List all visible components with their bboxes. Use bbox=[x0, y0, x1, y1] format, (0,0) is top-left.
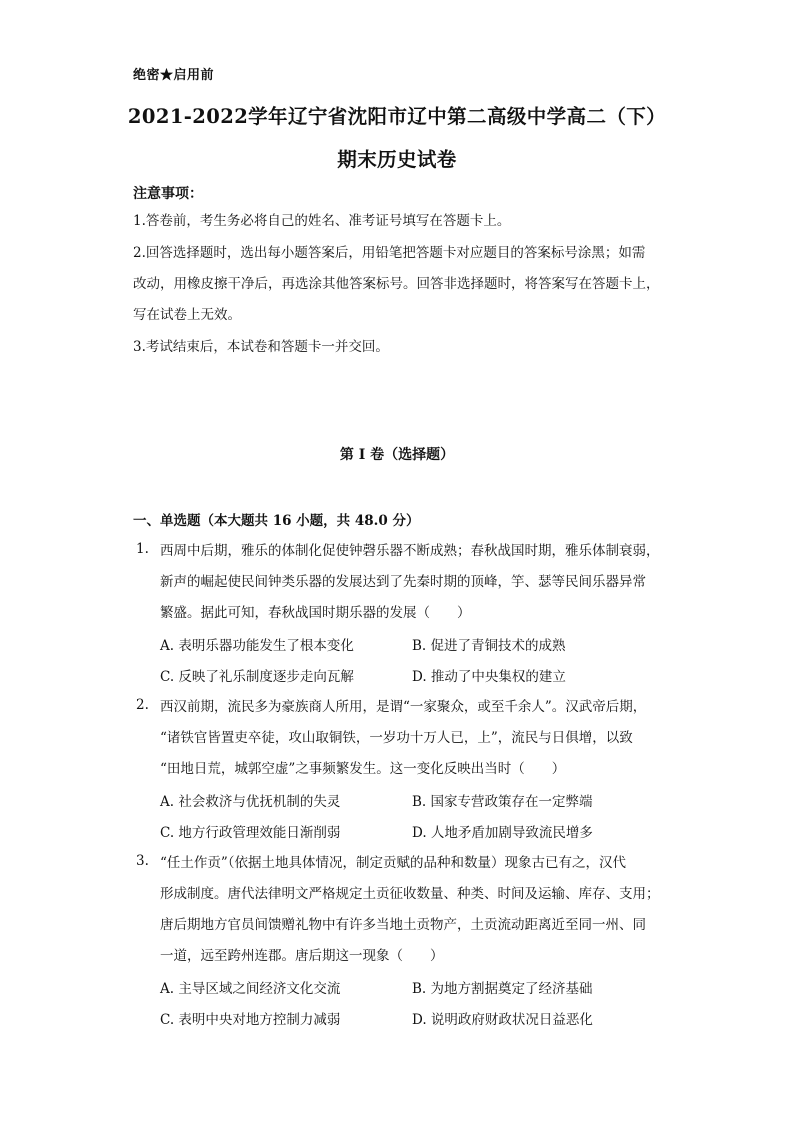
notes-line: 2.回答选择题时，选出每小题答案后，用铅笔把答题卡对应题目的答案标号涂黑；如需 bbox=[133, 245, 646, 261]
question-text-line: 西周中后期，雅乐的体制化促使钟磬乐器不断成熟；春秋战国时期，雅乐体制衰弱， bbox=[160, 543, 660, 559]
notes-heading: 注意事项： bbox=[133, 186, 203, 202]
notes-line: 3.考试结束后，本试卷和答题卡一并交回。 bbox=[133, 339, 389, 355]
question-text-line: 繁盛。据此可知，春秋战国时期乐器的发展（ ） bbox=[160, 605, 471, 621]
exam-title-line2: 期末历史试卷 bbox=[337, 148, 457, 171]
option-c[interactable]: C. 反映了礼乐制度逐步走向瓦解 bbox=[160, 669, 354, 685]
question-number: 1. bbox=[136, 541, 149, 557]
question-text-line: “田地日荒，城郭空虚”之事频繁发生。这一变化反映出当时（ ） bbox=[160, 761, 566, 777]
question-number: 2. bbox=[136, 697, 149, 713]
question-text-line: 新声的崛起使民间钟类乐器的发展达到了先秦时期的顶峰，竽、瑟等民间乐器异常 bbox=[160, 574, 646, 590]
section-title: 第 I 卷（选择题） bbox=[339, 447, 455, 463]
option-b[interactable]: B. 为地方割据奠定了经济基础 bbox=[412, 981, 593, 997]
question-text-line: “诸铁官皆置吏卒徒，攻山取铜铁，一岁功十万人已，上”，流民与日俱增，以致 bbox=[160, 730, 633, 746]
question-text-line: 西汉前期，流民多为豪族商人所用，是谓“一家聚众，或至千余人”。汉武帝后期， bbox=[160, 699, 647, 715]
question-text-line: 唐后期地方官员间馈赠礼物中有许多当地土贡物产，土贡流动距离近至同一州、同 bbox=[160, 917, 646, 933]
option-b[interactable]: B. 促进了青铜技术的成熟 bbox=[412, 638, 566, 654]
question-text-line: 形成制度。唐代法律明文严格规定土贡征收数量、种类、时间及运输、库存、支用； bbox=[160, 886, 660, 902]
part-title: 一、单选题（本大题共 16 小题，共 48.0 分） bbox=[133, 513, 420, 529]
option-a[interactable]: A. 主导区域之间经济文化交流 bbox=[160, 981, 341, 997]
option-c[interactable]: C. 表明中央对地方控制力减弱 bbox=[160, 1012, 341, 1028]
option-a[interactable]: A. 社会救济与优抚机制的失灵 bbox=[160, 794, 341, 810]
option-d[interactable]: D. 人地矛盾加剧导致流民增多 bbox=[412, 825, 593, 841]
option-b[interactable]: B. 国家专营政策存在一定弊端 bbox=[412, 794, 593, 810]
question-text-line: 一道，远至跨州连郡。唐后期这一现象（ ） bbox=[160, 948, 444, 964]
question-text-line: “任土作贡”（依据土地具体情况，制定贡赋的品种和数量）现象古已有之，汉代 bbox=[160, 855, 627, 871]
exam-title-line1: 2021-2022学年辽宁省沈阳市辽中第二高级中学高二（下） bbox=[127, 105, 667, 128]
option-d[interactable]: D. 推动了中央集权的建立 bbox=[412, 669, 566, 685]
question-number: 3. bbox=[136, 853, 149, 869]
notes-line: 写在试卷上无效。 bbox=[133, 307, 241, 323]
notes-line: 改动，用橡皮擦干净后，再选涂其他答案标号。回答非选择题时，将答案写在答题卡上， bbox=[133, 276, 660, 292]
secret-mark: 绝密★启用前 bbox=[133, 68, 215, 83]
notes-line: 1.答卷前，考生务必将自己的姓名、准考证号填写在答题卡上。 bbox=[133, 213, 511, 229]
option-c[interactable]: C. 地方行政管理效能日渐削弱 bbox=[160, 825, 341, 841]
option-a[interactable]: A. 表明乐器功能发生了根本变化 bbox=[160, 638, 354, 654]
option-d[interactable]: D. 说明政府财政状况日益恶化 bbox=[412, 1012, 593, 1028]
